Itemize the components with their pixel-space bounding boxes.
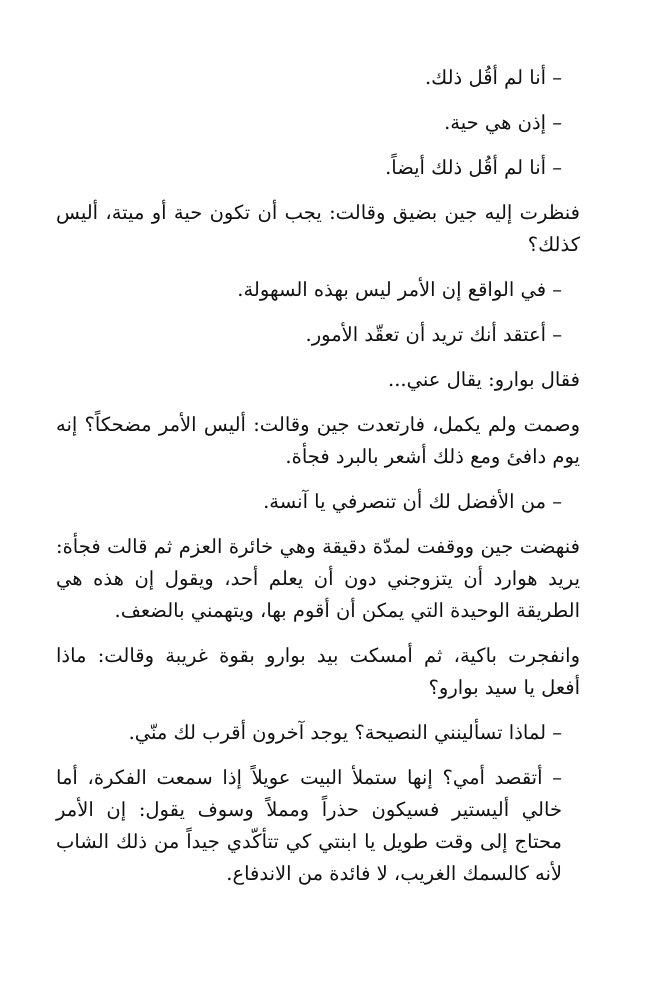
dialog-line: – من الأفضل لك أن تنصرفي يا آنسة. xyxy=(263,490,562,513)
dialog-line: – في الواقع إن الأمر ليس بهذه السهولة. xyxy=(237,278,562,301)
book-page xyxy=(56,62,580,903)
dialog-line: – أتقصد أمي؟ إنها ستملأ البيت عويلاً إذا سمعت الفكرة، أما خالي أليستير فسيكون حذراً ومملاً وسوف يقول: إن الأمر محتاج إلى وقت طويل يا ابنتي كي تتأكّدي جيداً من ذلك الشاب لأنه كالسمك الغريب، لا فائدة من الاندفاع. xyxy=(56,766,562,885)
dialog-line: – أنا لم أقُل ذلك أيضاً. xyxy=(385,156,562,179)
dialog-line: – أعتقد أنك تريد أن تعقّد الأمور. xyxy=(305,323,562,346)
narration-paragraph: وانفجرت باكية، ثم أمسكت بيد بوارو بقوة غريبة وقالت: ماذا أفعل يا سيد بوارو؟ xyxy=(56,644,580,699)
narration-paragraph: فنظرت إليه جين بضيق وقالت: يجب أن تكون حية أو ميتة، أليس كذلك؟ xyxy=(56,201,580,256)
narration-paragraph: فنهضت جين ووقفت لمدّة دقيقة وهي خائرة العزم ثم قالت فجأة: يريد هوارد أن يتزوجني دون أن يعلم أحد، ويقول إن هذه هي الطريقة الوحيدة التي يمكن أن أقوم بها، ويتهمني بالضعف. xyxy=(56,535,580,622)
dialog-line: – لماذا تسألينني النصيحة؟ يوجد آخرون أقرب لك منّي. xyxy=(128,721,562,744)
dialog-line: – إذن هي حية. xyxy=(444,111,562,134)
narration-paragraph: فقال بوارو: يقال عني... xyxy=(388,368,580,391)
dialog-line: – أنا لم أقُل ذلك. xyxy=(424,66,562,89)
narration-paragraph: وصمت ولم يكمل، فارتعدت جين وقالت: أليس الأمر مضحكاً؟ إنه يوم دافئ ومع ذلك أشعر بالبرد فجأة. xyxy=(56,413,580,468)
